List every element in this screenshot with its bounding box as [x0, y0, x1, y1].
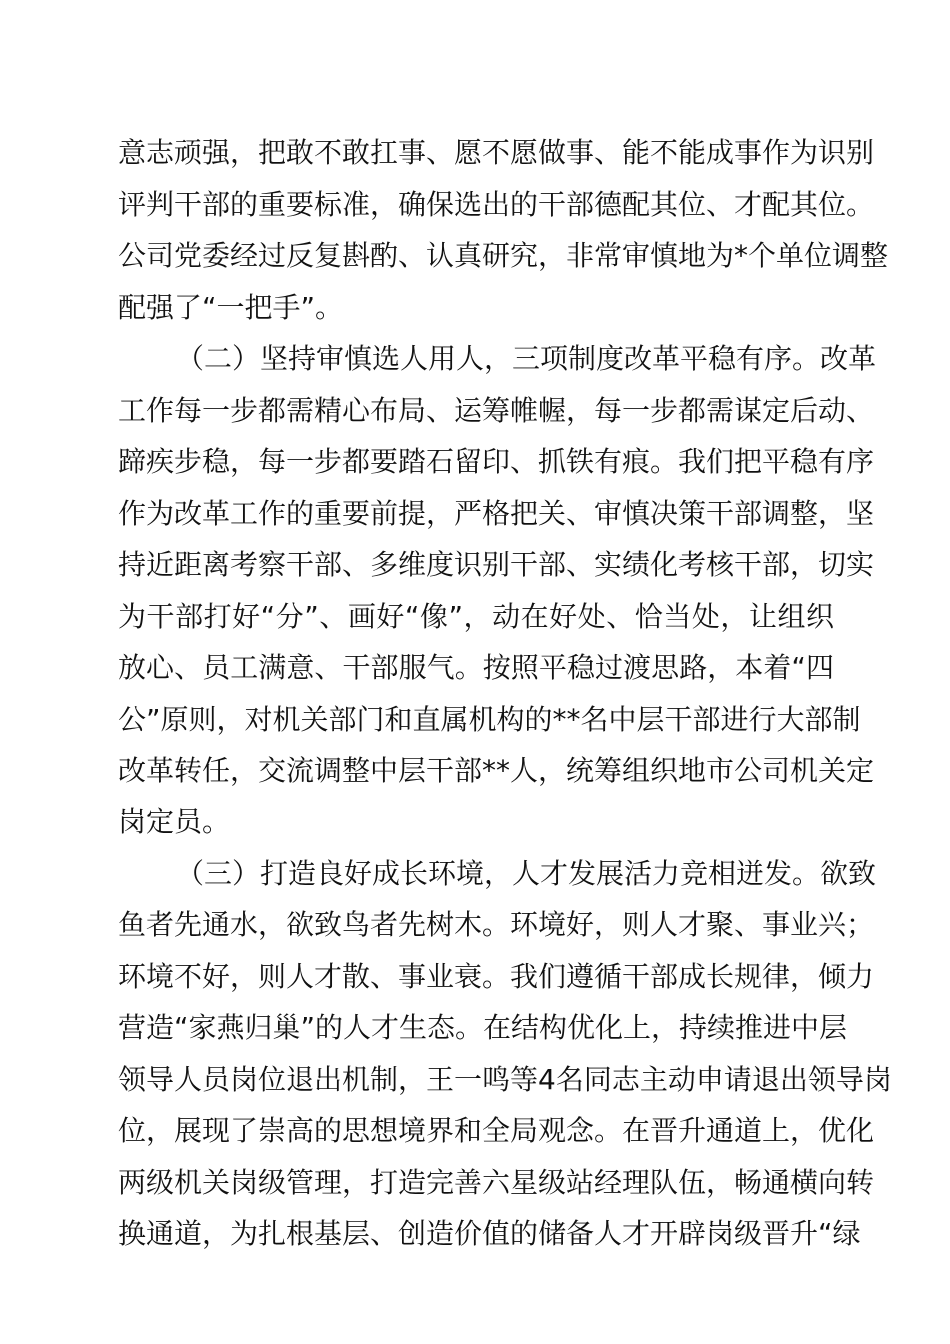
section-heading-line: （二）坚持审慎选人用人，三项制度改革平稳有序。改革 — [176, 342, 877, 375]
text-line: 意志顽强，把敢不敢扛事、愿不愿做事、能不能成事作为识别 — [118, 136, 875, 169]
text-line: 位，展现了崇高的思想境界和全局观念。在晋升通道上，优化 — [118, 1114, 875, 1147]
text-line: 蹄疾步稳，每一步都要踏石留印、抓铁有痕。我们把平稳有序 — [118, 445, 875, 478]
text-line: 领导人员岗位退出机制，王一鸣等4名同志主动申请退出领导岗 — [118, 1063, 892, 1096]
text-line: 公”原则，对机关部门和直属机构的**名中层干部进行大部制 — [118, 703, 861, 736]
text-line: 岗定员。 — [118, 805, 231, 838]
text-line: 环境不好，则人才散、事业衰。我们遵循干部成长规律，倾力 — [118, 960, 875, 993]
text-line: 鱼者先通水，欲致鸟者先树木。环境好，则人才聚、事业兴； — [118, 908, 875, 941]
text-line: 改革转任，交流调整中层干部**人，统筹组织地市公司机关定 — [118, 754, 875, 787]
text-line: 配强了“一把手”。 — [118, 291, 344, 324]
text-line: 作为改革工作的重要前提，严格把关、审慎决策干部调整，坚 — [118, 497, 875, 530]
text-line: 营造“家燕归巢”的人才生态。在结构优化上，持续推进中层 — [118, 1011, 848, 1044]
text-line: 两级机关岗级管理，打造完善六星级站经理队伍，畅通横向转 — [118, 1166, 875, 1199]
text-line: 工作每一步都需精心布局、运筹帷幄，每一步都需谋定后动、 — [118, 394, 875, 427]
section-heading-line: （三）打造良好成长环境，人才发展活力竞相迸发。欲致 — [176, 857, 877, 890]
text-line: 持近距离考察干部、多维度识别干部、实绩化考核干部，切实 — [118, 548, 875, 581]
text-line: 放心、员工满意、干部服气。按照平稳过渡思路，本着“四 — [118, 651, 834, 684]
text-line: 为干部打好“分”、画好“像”，动在好处、恰当处，让组织 — [118, 600, 834, 633]
text-line: 公司党委经过反复斟酌、认真研究，非常审慎地为*个单位调整 — [118, 239, 889, 272]
text-line: 换通道，为扎根基层、创造价值的储备人才开辟岗级晋升“绿 — [118, 1217, 861, 1250]
text-line: 评判干部的重要标准，确保选出的干部德配其位、才配其位。 — [118, 188, 875, 221]
